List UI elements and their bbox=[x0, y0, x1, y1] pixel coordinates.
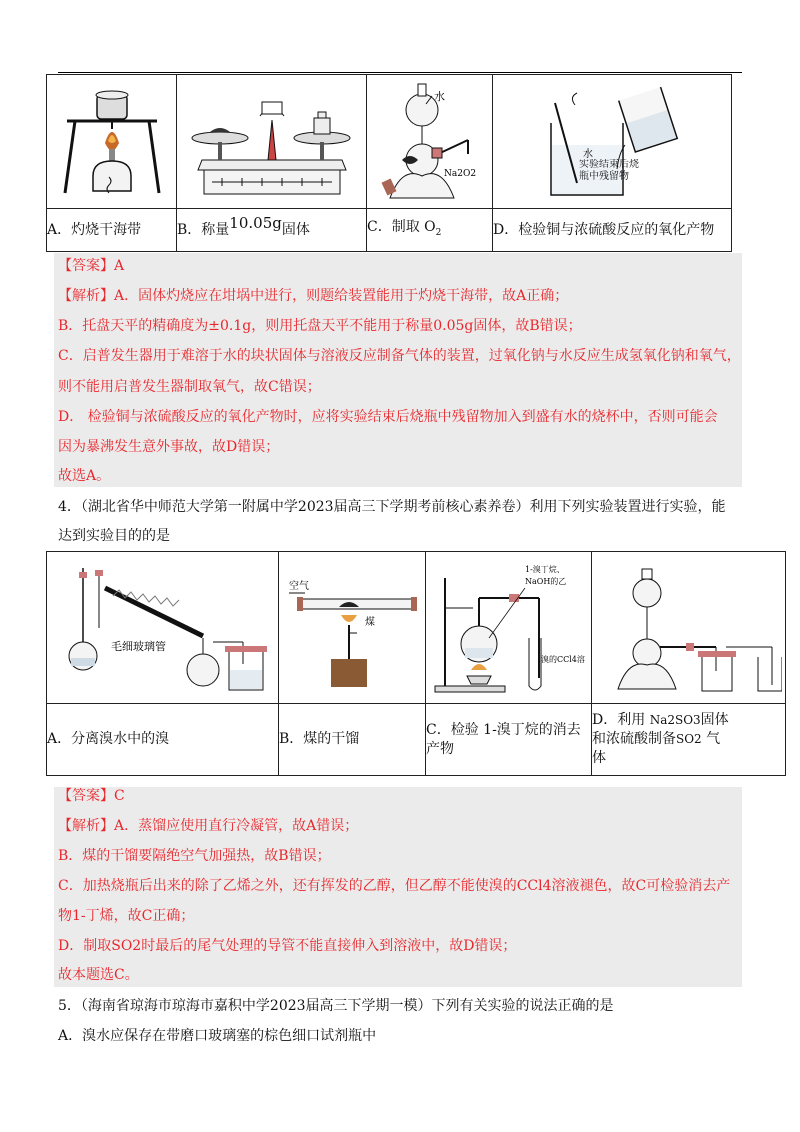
option-2a-label: A．分离溴水中的溴 bbox=[47, 704, 279, 776]
analysis2-line-4: 物1-丁烯，故C正确； bbox=[58, 908, 195, 924]
analysis-line-2: B．托盘天平的精确度为±0.1g，则用托盘天平不能用于称量0.05g固体，故B错误； bbox=[58, 318, 582, 334]
image-cell-2b bbox=[279, 552, 426, 704]
image-cell-c bbox=[367, 75, 493, 209]
label-1: 1-溴丁烷、 bbox=[524, 564, 565, 574]
answer2-line-1: 【答案】C bbox=[58, 788, 125, 804]
label-coal: 煤 bbox=[365, 616, 375, 628]
analysis-line-4: 则不能用启普发生器制取氧气，故C错误； bbox=[58, 379, 321, 395]
analysis2-line-2: B．煤的干馏要隔绝空气加强热，故B错误； bbox=[58, 848, 331, 864]
option-2d-label: D．利用 Na2SO3固体 和浓硫酸制备SO2 气 体 bbox=[592, 704, 786, 776]
beaker-pour-icon bbox=[537, 83, 687, 201]
analysis2-line-1: 【解析】A．蒸馏应使用直行冷凝管，故A错误； bbox=[58, 818, 359, 834]
image-cell-a bbox=[47, 75, 177, 209]
option-c-label: C．制取 $O_2$ bbox=[367, 209, 493, 252]
image-cell-b bbox=[177, 75, 367, 209]
label-3: 溴的CCl4溶 bbox=[540, 654, 585, 664]
option-b-label: B．称量10.05g固体 bbox=[177, 209, 367, 252]
question-5-option-a: A．溴水应保存在带磨口玻璃塞的棕色细口试剂瓶中 bbox=[58, 1028, 377, 1044]
top-rule bbox=[58, 72, 742, 73]
option-d-label: D．检验铜与浓硫酸反应的氧化产物 bbox=[493, 209, 732, 252]
label-residue: 实验结束后烧瓶中残留物 bbox=[579, 158, 639, 182]
label-air: 空气 bbox=[289, 580, 309, 592]
analysis-line-5: D． 检验铜与浓硫酸反应的氧化产物时，应将实验结束后烧瓶中残留物加入到盛有水的烧杯中，否则可能会 bbox=[58, 409, 718, 425]
label-na2o2: Na2O2 bbox=[443, 168, 476, 179]
apparatus-table-1 bbox=[46, 74, 732, 252]
analysis-line-7: 故选A。 bbox=[58, 468, 111, 484]
option-a-label: A．灼烧干海带 bbox=[47, 209, 177, 252]
label-capillary: 毛细玻璃管 bbox=[110, 639, 166, 653]
analysis2-line-3: C．加热烧瓶后出来的除了乙烯之外，还有挥发的乙醇，但乙醇不能使溴的CCl4溶液褪色，故C可检验消去产 bbox=[58, 878, 731, 894]
image-cell-d bbox=[493, 75, 732, 209]
analysis-line-3: C．启普发生器用于难溶于水的块状固体与溶液反应制备气体的装置，过氧化钠与水反应生成氢氧化钠和氧气， bbox=[58, 348, 741, 364]
image-cell-2c bbox=[426, 552, 592, 704]
balance-icon bbox=[182, 82, 362, 202]
image-cell-2d bbox=[592, 552, 786, 704]
analysis2-line-5: D．制取SO2时最后的尾气处理的导管不能直接伸入到溶液中，故D错误； bbox=[58, 938, 517, 954]
label-water: 水 bbox=[433, 89, 445, 103]
label-water-d: 水 bbox=[583, 148, 593, 160]
option-2b-label: B．煤的干馏 bbox=[279, 704, 426, 776]
apparatus-table-2 bbox=[46, 551, 786, 776]
image-cell-2a bbox=[47, 552, 279, 704]
analysis-line-6: 因为暴沸发生意外事故，故D错误； bbox=[58, 439, 280, 455]
answer-line-1: 【答案】A bbox=[58, 258, 125, 274]
kipp-generator-icon bbox=[372, 80, 488, 204]
analysis-line-1: 【解析】A．固体灼烧应在坩埚中进行，则题给装置能用于灼烧干海带，故A正确； bbox=[58, 288, 569, 304]
question-5-line-1: 5．（海南省琼海市琼海市嘉积中学2023届高三下学期一模）下列有关实验的说法正确的是 bbox=[58, 998, 614, 1014]
distillation-icon bbox=[53, 558, 273, 698]
analysis2-line-6: 故本题选C。 bbox=[58, 967, 139, 983]
label-2: NaOH的乙 bbox=[524, 576, 566, 586]
question-4-line-2: 达到实验目的的是 bbox=[58, 528, 170, 544]
coal-distillation-icon bbox=[283, 563, 421, 693]
option-2c-label: C．检验 1-溴丁烷的消去 产物 bbox=[426, 704, 592, 776]
crucible-burner-icon bbox=[57, 81, 167, 203]
question-4-line-1: 4．（湖北省华中师范大学第一附属中学2023届高三下学期考前核心素养卷）利用下列实验装置进行实验，能 bbox=[58, 499, 726, 515]
so2-generator-icon bbox=[596, 561, 782, 695]
elimination-setup-icon bbox=[429, 558, 589, 698]
